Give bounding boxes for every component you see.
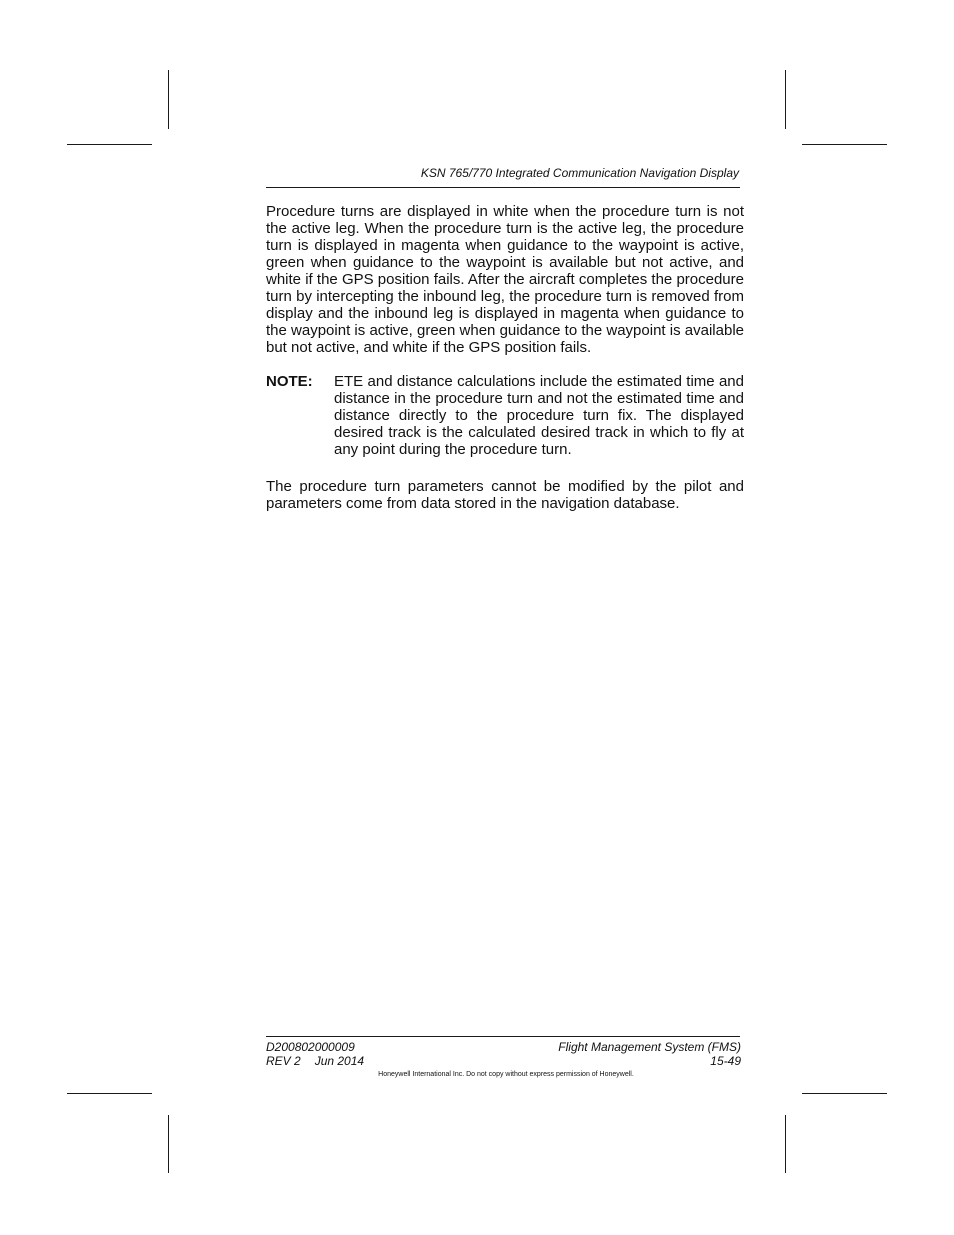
footer-left bbox=[266, 1040, 364, 1068]
revision-line bbox=[266, 1054, 364, 1068]
note-text: ETE and distance calculations include the estimated time and distance in the procedure turn and not the estimated time and distance directly to the procedure turn fix. The displayed desired track is the calculated desired track in which to fly at any point during the procedure turn. bbox=[334, 373, 744, 458]
page-number: 15-49 bbox=[710, 1054, 741, 1068]
footer-divider bbox=[266, 1036, 740, 1037]
crop-mark-top-left-vertical bbox=[168, 70, 169, 129]
crop-mark-bottom-left-vertical bbox=[168, 1115, 169, 1173]
crop-mark-top-left-horizontal bbox=[67, 144, 152, 145]
footer-right bbox=[558, 1040, 741, 1068]
revision-date: Jun 2014 bbox=[314, 1054, 365, 1068]
crop-mark-top-right-vertical bbox=[785, 70, 786, 129]
revision: REV 2 bbox=[266, 1054, 301, 1068]
copyright-notice: Honeywell International Inc. Do not copy without express permission of Honeywell. bbox=[378, 1071, 634, 1078]
crop-mark-top-right-horizontal bbox=[802, 144, 887, 145]
note-label: NOTE: bbox=[266, 373, 313, 390]
crop-mark-bottom-left-horizontal bbox=[67, 1093, 152, 1094]
paragraph-procedure-turn-parameters: The procedure turn parameters cannot be modified by the pilot and parameters come from data stored in the navigation database. bbox=[266, 478, 744, 512]
paragraph-procedure-turn-display: Procedure turns are displayed in white when the procedure turn is not the active leg. When the procedure turn is the active leg, the procedure turn is displayed in magenta when guidance to the waypoint is active, green when guidance to the waypoint is available but not active, and white if the GPS position fails. After the aircraft completes the procedure turn by intercepting the inbound leg, the procedure turn is removed from display and the inbound leg is displayed in magenta when guidance to the waypoint is active, green when guidance to the waypoint is available but not active, and white if the GPS position fails. bbox=[266, 203, 744, 356]
crop-mark-bottom-right-vertical bbox=[785, 1115, 786, 1173]
doc-number: D200802000009 bbox=[266, 1040, 355, 1054]
running-header bbox=[266, 166, 740, 188]
crop-mark-bottom-right-horizontal bbox=[802, 1093, 887, 1094]
document-title: KSN 765/770 Integrated Communication Navigation Display bbox=[420, 166, 739, 180]
note-block bbox=[266, 373, 744, 458]
section-title: Flight Management System (FMS) bbox=[558, 1040, 741, 1054]
